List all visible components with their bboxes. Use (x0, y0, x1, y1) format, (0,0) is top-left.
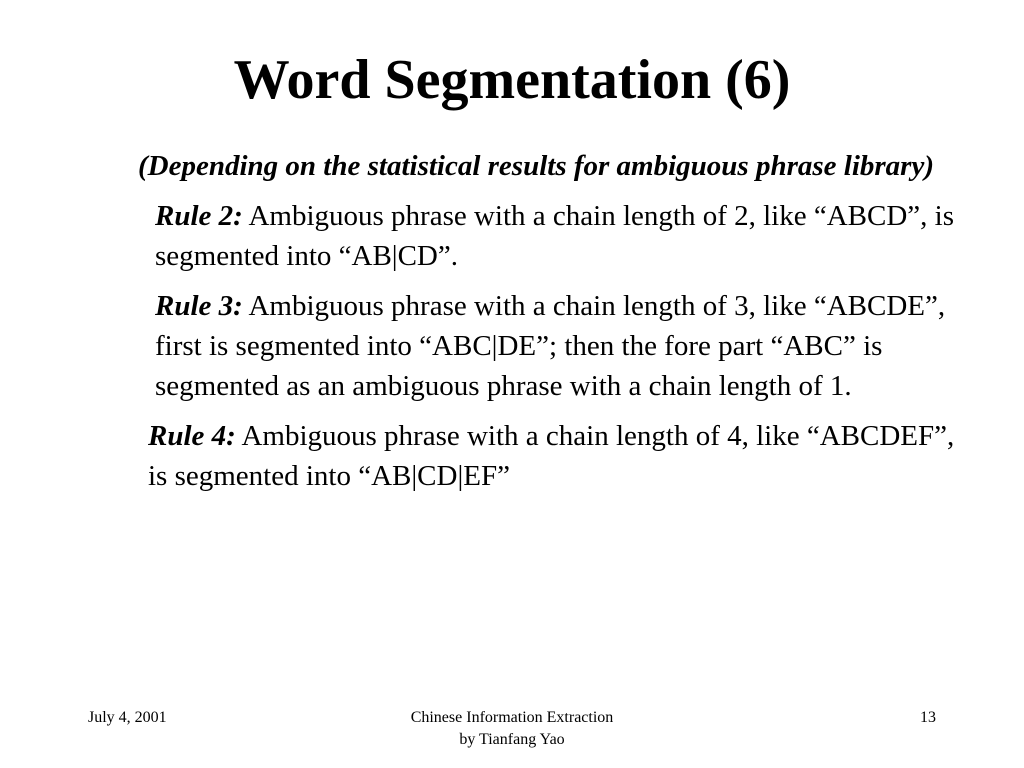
rule-4-text: Ambiguous phrase with a chain length of 4, like “ABCDEF”, is segmented into “AB|CD|EF” (148, 420, 955, 492)
intro-italic-text: Depending on the statistical results for ambiguous phrase library (147, 150, 925, 182)
slide-body (138, 146, 968, 506)
rule-2-label: Rule 2: (155, 200, 243, 232)
footer-page-number: 13 (920, 709, 936, 726)
rule-2-text: Ambiguous phrase with a chain length of 2, like “ABCD”, is segmented into “AB|CD”. (155, 200, 955, 272)
footer-date: July 4, 2001 (88, 709, 167, 726)
slide-title: Word Segmentation (6) (233, 49, 791, 111)
intro-open-paren: ( (138, 150, 148, 182)
footer-title-line2: by Tianfang Yao (459, 731, 565, 748)
rule-3-paragraph (138, 286, 968, 406)
rule-2-paragraph (138, 196, 968, 276)
footer-title (312, 707, 712, 751)
intro-paragraph (138, 146, 968, 186)
intro-close-paren: ) (924, 150, 935, 182)
footer-title-line1: Chinese Information Extraction (410, 709, 614, 726)
rule-4-label: Rule 4: (148, 420, 236, 452)
rule-3-label: Rule 3: (155, 290, 243, 322)
rule-3-text: Ambiguous phrase with a chain length of 3, like “ABCDE”, first is segmented into “ABC|DE”; then the fore part “ABC” is segmented as an ambiguous phrase with a chain length of 1. (155, 290, 946, 402)
rule-4-paragraph (138, 416, 968, 496)
